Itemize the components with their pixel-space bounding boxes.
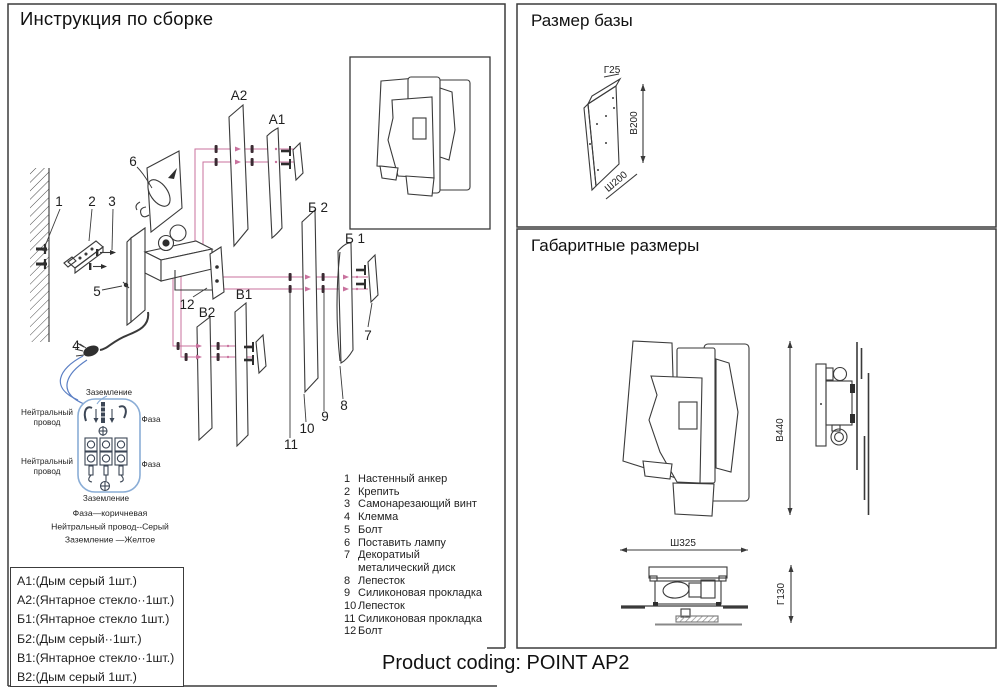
glass-color-row: Б1:(Янтарное стекло 1шт.) — [17, 612, 170, 627]
dim-base-height: В200 — [629, 111, 640, 135]
label-panel-v2: В2 — [198, 305, 216, 320]
wire-to-diagram — [60, 356, 87, 404]
callout-5: 5 — [93, 284, 101, 299]
dim-overall-height: В440 — [775, 418, 786, 442]
power-wire — [75, 312, 148, 359]
wiring-diagram — [78, 396, 140, 492]
label-phase-1: Фаза — [141, 415, 161, 424]
panel-v1 — [235, 303, 248, 446]
bracket-plate-12 — [210, 247, 224, 299]
callout-12: 12 — [179, 297, 195, 312]
parts-list-row: 1 Настенный анкер — [344, 473, 448, 485]
parts-list-row-continuation: металический диск — [358, 561, 456, 574]
parts-list-row: 11 Силиконовая прокладка — [344, 612, 483, 625]
parts-list-row: 9 Силиконовая прокладка — [344, 587, 483, 600]
glass-color-row: А1:(Дым серый 1шт.) — [17, 574, 137, 588]
callout-2: 2 — [88, 194, 96, 209]
callout-11: 11 — [283, 437, 299, 452]
parts-list-row: 2 Крепить — [344, 485, 400, 498]
label-panel-a2: А2 — [230, 88, 248, 103]
legend-phase: Фаза—коричневая — [72, 508, 148, 518]
label-phase-2: Фаза — [141, 460, 161, 469]
callout-9: 9 — [321, 409, 329, 424]
parts-list — [344, 473, 482, 638]
label-ground-bottom: Заземление — [82, 494, 130, 503]
parts-list-row: 5 Болт — [344, 523, 383, 536]
callout-3: 3 — [108, 194, 116, 209]
callout-10: 10 — [299, 421, 315, 436]
legend-neutral: Нейтральный провод--Серый — [51, 521, 169, 532]
callout-4: 4 — [72, 338, 80, 353]
label-panel-b2: Б 2 — [307, 200, 329, 215]
callout-7: 7 — [364, 328, 372, 343]
callout-6: 6 — [129, 154, 137, 169]
overall-dimensions-title: Габаритные размеры — [531, 236, 700, 255]
label-neutral-1b: провод — [33, 418, 61, 427]
side-view — [816, 342, 869, 515]
wall-section — [30, 168, 49, 342]
base-size-drawing — [584, 65, 646, 199]
parts-list-row: 12 Болт — [344, 625, 383, 638]
glass-color-row: Б2:(Дым серый··1шт.) — [17, 631, 142, 646]
parts-list-row: 8 Лепесток — [344, 574, 405, 587]
top-view — [621, 567, 748, 625]
page-title: Инструкция по сборке — [20, 8, 214, 29]
panel-a1 — [267, 128, 282, 238]
label-neutral-1a: Нейтральный — [21, 408, 73, 417]
overall-dimensions-drawing — [620, 341, 869, 625]
base-size-title: Размер базы — [531, 11, 633, 30]
parts-list-row: 3 Самонарезающий винт — [344, 498, 477, 511]
parts-list-row: 7 Декоратиый — [344, 549, 420, 562]
parts-list-row: 4 Клемма — [344, 511, 399, 524]
dim-base-depth: Г25 — [603, 65, 621, 76]
dim-overall-width: Ш325 — [670, 538, 696, 549]
panel-v2 — [197, 317, 212, 440]
label-ground-top: Заземление — [85, 388, 133, 397]
label-panel-b1: Б 1 — [344, 231, 366, 246]
label-panel-v1: В1 — [235, 287, 253, 302]
dim-base-width: Ш200 — [602, 169, 630, 195]
panel-b2 — [302, 210, 318, 392]
glass-color-row: В1:(Янтарное стекло··1шт.) — [17, 650, 175, 665]
assembled-view-inset — [350, 57, 490, 229]
glass-color-list — [10, 567, 184, 687]
product-coding: Product coding: POINT AP2 — [382, 652, 630, 674]
glass-color-row: А2:(Янтарное стекло··1шт.) — [17, 593, 175, 608]
panel-a2 — [229, 105, 248, 246]
dim-overall-depth: Г130 — [776, 582, 787, 606]
parts-list-row: 10 Лепесток — [344, 600, 405, 613]
label-neutral-2a: Нейтральный — [21, 457, 73, 466]
parts-list-row: 6 Поставить лампу — [344, 536, 446, 549]
front-view — [623, 341, 749, 516]
legend-ground: Заземление —Желтое — [64, 534, 156, 545]
mounting-bracket — [64, 241, 103, 273]
callout-8: 8 — [340, 398, 348, 413]
glass-color-row: В2:(Дым серый 1шт.) — [17, 670, 137, 685]
wiring-labels — [21, 388, 169, 545]
panel-b1 — [338, 243, 353, 363]
label-neutral-2b: провод — [33, 467, 61, 476]
label-panel-a1: А1 — [268, 112, 286, 127]
exploded-view — [21, 57, 490, 545]
callout-1: 1 — [55, 194, 63, 209]
